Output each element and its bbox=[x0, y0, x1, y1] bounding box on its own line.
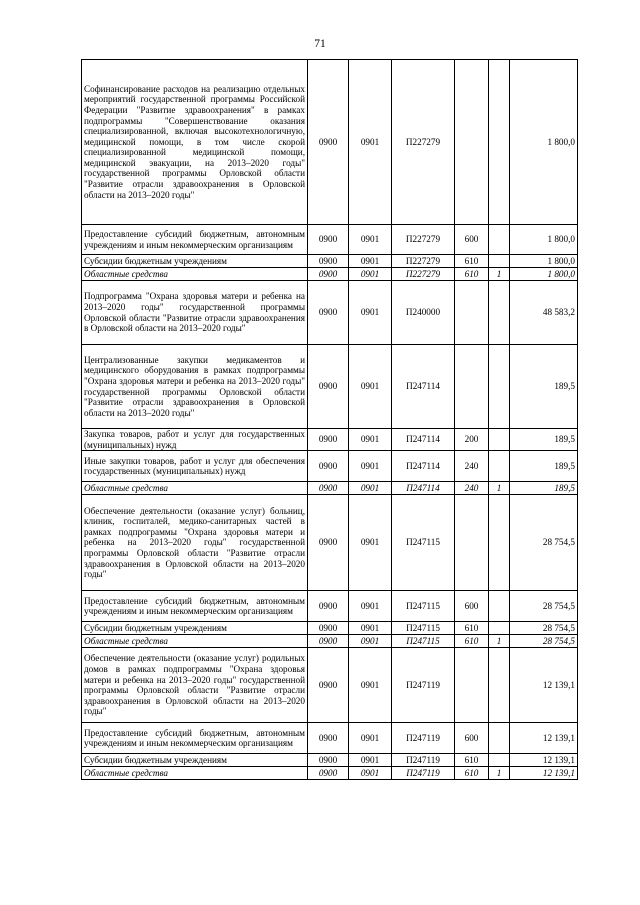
row-name: Иные закупки товаров, работ и услуг для обеспечения государственных (муниципальных) нужд bbox=[82, 451, 308, 482]
fund-source-code: 1 bbox=[489, 767, 510, 780]
section-code: 0901 bbox=[349, 622, 392, 635]
amount: 28 754,5 bbox=[510, 495, 578, 591]
target-article-code: П240000 bbox=[392, 281, 455, 345]
ved-code: 0900 bbox=[308, 345, 349, 429]
fund-source-code bbox=[489, 754, 510, 767]
expense-type-code: 610 bbox=[455, 622, 489, 635]
ved-code: 0900 bbox=[308, 451, 349, 482]
budget-table bbox=[81, 59, 578, 780]
row-name: Областные средства bbox=[82, 268, 308, 281]
row-name: Предоставление субсидий бюджетным, автономным учреждениям и иным некоммерческим организациям bbox=[82, 723, 308, 754]
table-row bbox=[82, 648, 578, 723]
row-name: Областные средства bbox=[82, 482, 308, 495]
expense-type-code: 610 bbox=[455, 268, 489, 281]
target-article-code: П247115 bbox=[392, 635, 455, 648]
fund-source-code: 1 bbox=[489, 635, 510, 648]
target-article-code: П227279 bbox=[392, 225, 455, 255]
section-code: 0901 bbox=[349, 281, 392, 345]
section-code: 0901 bbox=[349, 591, 392, 622]
fund-source-code: 1 bbox=[489, 268, 510, 281]
section-code: 0901 bbox=[349, 429, 392, 451]
row-name: Подпрограмма "Охрана здоровья матери и ребенка на 2013–2020 годы" государственной программы Орловской области "Развитие отрасли здравоохранения в Орловской области на 2013–2020 годы" bbox=[82, 281, 308, 345]
section-code: 0901 bbox=[349, 648, 392, 723]
table-row bbox=[82, 767, 578, 780]
row-name: Централизованные закупки медикаментов и медицинского оборудования в рамках подпрограммы "Охрана здоровья матери и ребенка на 2013–2020 годы" государственной программы Орловской области "Развитие отрасли здравоохранения в Орловской области на 2013–2020 годы" bbox=[82, 345, 308, 429]
section-code: 0901 bbox=[349, 268, 392, 281]
fund-source-code bbox=[489, 345, 510, 429]
table-row bbox=[82, 60, 578, 225]
section-code: 0901 bbox=[349, 723, 392, 754]
expense-type-code: 240 bbox=[455, 482, 489, 495]
expense-type-code: 610 bbox=[455, 754, 489, 767]
table-row bbox=[82, 255, 578, 268]
target-article-code: П247119 bbox=[392, 767, 455, 780]
ved-code: 0900 bbox=[308, 591, 349, 622]
target-article-code: П247115 bbox=[392, 495, 455, 591]
fund-source-code bbox=[489, 495, 510, 591]
table-row bbox=[82, 591, 578, 622]
target-article-code: П247114 bbox=[392, 451, 455, 482]
ved-code: 0900 bbox=[308, 429, 349, 451]
amount: 189,5 bbox=[510, 482, 578, 495]
ved-code: 0900 bbox=[308, 754, 349, 767]
expense-type-code: 600 bbox=[455, 225, 489, 255]
expense-type-code bbox=[455, 60, 489, 225]
row-name: Предоставление субсидий бюджетным, автономным учреждениям и иным некоммерческим организациям bbox=[82, 225, 308, 255]
expense-type-code: 610 bbox=[455, 635, 489, 648]
section-code: 0901 bbox=[349, 482, 392, 495]
amount: 189,5 bbox=[510, 451, 578, 482]
ved-code: 0900 bbox=[308, 60, 349, 225]
amount: 12 139,1 bbox=[510, 767, 578, 780]
expense-type-code: 610 bbox=[455, 255, 489, 268]
table-row bbox=[82, 451, 578, 482]
table-row bbox=[82, 268, 578, 281]
expense-type-code: 600 bbox=[455, 591, 489, 622]
row-name: Обеспечение деятельности (оказание услуг) больниц, клиник, госпиталей, медико-санитарных частей в рамках подпрограммы "Охрана здоровья матери и ребенка на 2013–2020 годы" государственной программы Орловской области "Развитие отрасли здравоохранения в Орловской области на 2013–2020 годы" bbox=[82, 495, 308, 591]
fund-source-code bbox=[489, 723, 510, 754]
row-name: Предоставление субсидий бюджетным, автономным учреждениям и иным некоммерческим организациям bbox=[82, 591, 308, 622]
expense-type-code: 610 bbox=[455, 767, 489, 780]
fund-source-code bbox=[489, 60, 510, 225]
ved-code: 0900 bbox=[308, 281, 349, 345]
target-article-code: П227279 bbox=[392, 60, 455, 225]
ved-code: 0900 bbox=[308, 622, 349, 635]
amount: 28 754,5 bbox=[510, 591, 578, 622]
fund-source-code bbox=[489, 281, 510, 345]
target-article-code: П247114 bbox=[392, 482, 455, 495]
fund-source-code: 1 bbox=[489, 482, 510, 495]
ved-code: 0900 bbox=[308, 268, 349, 281]
ved-code: 0900 bbox=[308, 225, 349, 255]
target-article-code: П227279 bbox=[392, 255, 455, 268]
amount: 48 583,2 bbox=[510, 281, 578, 345]
amount: 189,5 bbox=[510, 345, 578, 429]
target-article-code: П247119 bbox=[392, 723, 455, 754]
row-name: Софинансирование расходов на реализацию отдельных мероприятий государственной программы Российской Федерации "Развитие здравоохранения" в рамках подпрограммы "Совершенствование оказания специализированной, включая высокотехнологичную, медицинской помощи, в том числе скорой специализированной медицинской помощи, медицинской эвакуации, на 2013–2020 годы" государственной программы Орловской области "Развитие отрасли здравоохранения в Орловской области на 2013–2020 годы" bbox=[82, 60, 308, 225]
section-code: 0901 bbox=[349, 60, 392, 225]
row-name: Обеспечение деятельности (оказание услуг) родильных домов в рамках подпрограммы "Охрана здоровья матери и ребенка на 2013–2020 годы" государственной программы Орловской области "Развитие отрасли здравоохранения в Орловской области на 2013–2020 годы" bbox=[82, 648, 308, 723]
table-row bbox=[82, 635, 578, 648]
amount: 1 800,0 bbox=[510, 268, 578, 281]
amount: 189,5 bbox=[510, 429, 578, 451]
ved-code: 0900 bbox=[308, 495, 349, 591]
expense-type-code: 240 bbox=[455, 451, 489, 482]
row-name: Субсидии бюджетным учреждениям bbox=[82, 622, 308, 635]
amount: 12 139,1 bbox=[510, 723, 578, 754]
page-number: 71 bbox=[314, 38, 326, 50]
fund-source-code bbox=[489, 591, 510, 622]
target-article-code: П227279 bbox=[392, 268, 455, 281]
target-article-code: П247115 bbox=[392, 622, 455, 635]
target-article-code: П247114 bbox=[392, 429, 455, 451]
amount: 12 139,1 bbox=[510, 648, 578, 723]
fund-source-code bbox=[489, 451, 510, 482]
fund-source-code bbox=[489, 622, 510, 635]
section-code: 0901 bbox=[349, 767, 392, 780]
ved-code: 0900 bbox=[308, 482, 349, 495]
fund-source-code bbox=[489, 648, 510, 723]
expense-type-code bbox=[455, 345, 489, 429]
expense-type-code: 600 bbox=[455, 723, 489, 754]
table-row bbox=[82, 495, 578, 591]
table-row bbox=[82, 429, 578, 451]
target-article-code: П247114 bbox=[392, 345, 455, 429]
section-code: 0901 bbox=[349, 495, 392, 591]
section-code: 0901 bbox=[349, 345, 392, 429]
section-code: 0901 bbox=[349, 635, 392, 648]
table-row bbox=[82, 482, 578, 495]
ved-code: 0900 bbox=[308, 255, 349, 268]
expense-type-code bbox=[455, 495, 489, 591]
row-name: Субсидии бюджетным учреждениям bbox=[82, 754, 308, 767]
fund-source-code bbox=[489, 255, 510, 268]
target-article-code: П247115 bbox=[392, 591, 455, 622]
table-row bbox=[82, 622, 578, 635]
row-name: Областные средства bbox=[82, 635, 308, 648]
fund-source-code bbox=[489, 225, 510, 255]
row-name: Областные средства bbox=[82, 767, 308, 780]
amount: 28 754,5 bbox=[510, 622, 578, 635]
expense-type-code bbox=[455, 648, 489, 723]
row-name: Субсидии бюджетным учреждениям bbox=[82, 255, 308, 268]
ved-code: 0900 bbox=[308, 648, 349, 723]
table-row bbox=[82, 345, 578, 429]
table-row bbox=[82, 723, 578, 754]
section-code: 0901 bbox=[349, 451, 392, 482]
amount: 1 800,0 bbox=[510, 60, 578, 225]
amount: 12 139,1 bbox=[510, 754, 578, 767]
section-code: 0901 bbox=[349, 754, 392, 767]
section-code: 0901 bbox=[349, 225, 392, 255]
table-row bbox=[82, 225, 578, 255]
expense-type-code bbox=[455, 281, 489, 345]
table-row bbox=[82, 281, 578, 345]
fund-source-code bbox=[489, 429, 510, 451]
row-name: Закупка товаров, работ и услуг для государственных (муниципальных) нужд bbox=[82, 429, 308, 451]
amount: 28 754,5 bbox=[510, 635, 578, 648]
target-article-code: П247119 bbox=[392, 648, 455, 723]
table-row bbox=[82, 754, 578, 767]
amount: 1 800,0 bbox=[510, 255, 578, 268]
ved-code: 0900 bbox=[308, 767, 349, 780]
budget-table-body bbox=[82, 60, 578, 780]
ved-code: 0900 bbox=[308, 723, 349, 754]
section-code: 0901 bbox=[349, 255, 392, 268]
target-article-code: П247119 bbox=[392, 754, 455, 767]
amount: 1 800,0 bbox=[510, 225, 578, 255]
ved-code: 0900 bbox=[308, 635, 349, 648]
expense-type-code: 200 bbox=[455, 429, 489, 451]
